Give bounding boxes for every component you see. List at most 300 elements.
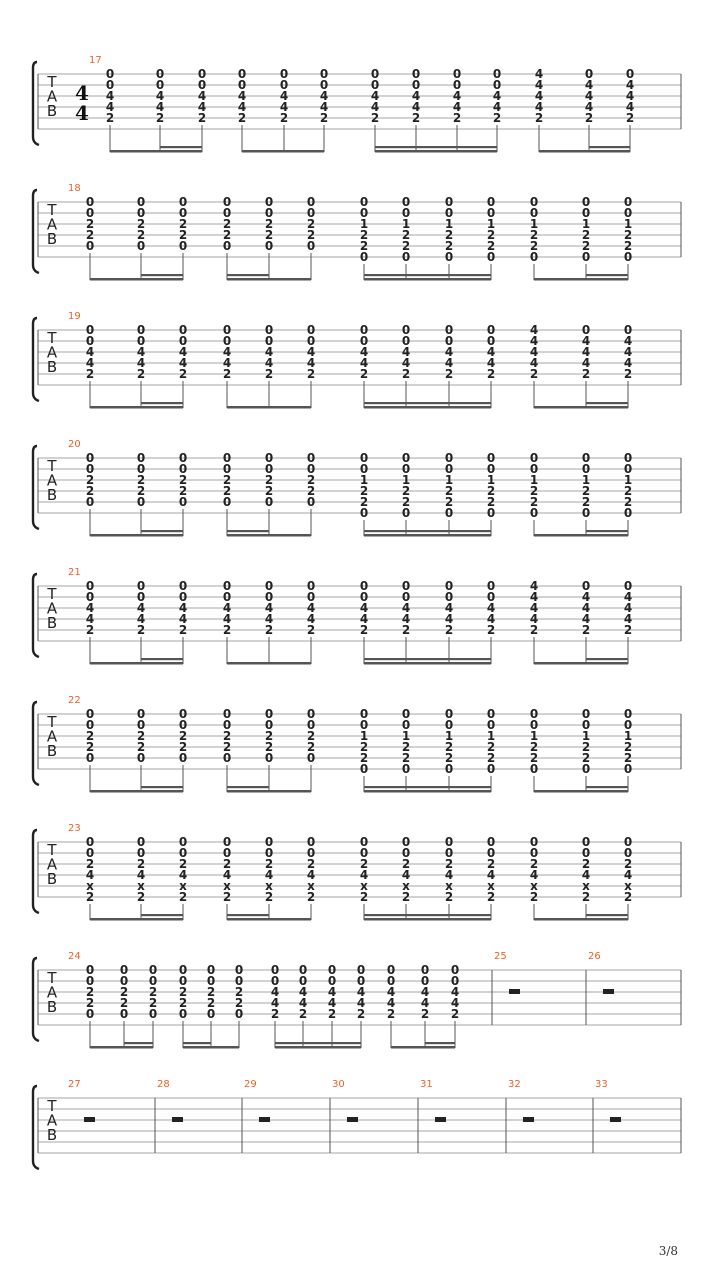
measure-number: 26 (588, 951, 601, 962)
beam-secondary (589, 146, 630, 148)
fret-number: 4 (264, 356, 274, 370)
fret-number: 0 (306, 590, 316, 604)
fret-number: 4 (327, 996, 337, 1010)
fret-number: 2 (85, 996, 95, 1010)
fret-number: 4 (306, 612, 316, 626)
fret-number: 0 (444, 323, 454, 337)
fret-number: 2 (581, 239, 591, 253)
fret-number: 2 (581, 740, 591, 754)
fret-number: 0 (306, 495, 316, 509)
fret-number: 4 (625, 78, 635, 92)
fret-number: 0 (178, 590, 188, 604)
fret-number: 2 (411, 111, 421, 125)
fret-number: 2 (386, 1007, 396, 1021)
fret-number: 4 (85, 612, 95, 626)
fret-number: 4 (486, 345, 496, 359)
tab-clef-letter: B (46, 358, 58, 376)
fret-number: 2 (136, 473, 146, 487)
fret-number: 2 (623, 751, 633, 765)
beam-secondary (303, 1042, 332, 1044)
fret-number: 2 (306, 228, 316, 242)
fret-number: 4 (486, 612, 496, 626)
fret-number: 2 (206, 996, 216, 1010)
fret-number: 0 (178, 462, 188, 476)
fret-number: 4 (370, 100, 380, 114)
fret-number: 2 (486, 751, 496, 765)
fret-number: 0 (401, 579, 411, 593)
fret-number: 4 (529, 612, 539, 626)
fret-number: 2 (306, 890, 316, 904)
fret-number: 2 (444, 239, 454, 253)
beam-secondary (449, 402, 491, 404)
fret-number: 0 (420, 963, 430, 977)
fret-number: 0 (529, 835, 539, 849)
fret-number: 2 (178, 217, 188, 231)
fret-number: 2 (359, 890, 369, 904)
fret-number: 2 (529, 484, 539, 498)
whole-rest (603, 989, 614, 994)
tab-clef-letter: T (47, 457, 57, 475)
fret-number: 0 (359, 762, 369, 776)
fret-number: 2 (270, 1007, 280, 1021)
beam-primary (90, 534, 183, 537)
fret-number: 2 (529, 740, 539, 754)
fret-number: 1 (529, 729, 539, 743)
fret-number: 0 (359, 462, 369, 476)
fret-number: 4 (306, 868, 316, 882)
fret-number: 0 (356, 963, 366, 977)
fret-number: 0 (486, 718, 496, 732)
fret-number: 0 (264, 451, 274, 465)
fret-number: 4 (534, 89, 544, 103)
fret-number: 0 (386, 963, 396, 977)
fret-number: 4 (529, 590, 539, 604)
fret-number: 0 (206, 974, 216, 988)
beam-primary (375, 150, 497, 153)
beam-primary (534, 534, 628, 537)
fret-number: 2 (178, 857, 188, 871)
fret-number: 0 (327, 974, 337, 988)
fret-number: 2 (581, 623, 591, 637)
fret-number: 0 (401, 835, 411, 849)
measure-number: 32 (508, 1079, 521, 1090)
fret-number: 0 (444, 846, 454, 860)
fret-number: 0 (529, 462, 539, 476)
fret-number: 4 (279, 100, 289, 114)
fret-number: 4 (359, 345, 369, 359)
fret-number: 0 (319, 67, 329, 81)
fret-number: 0 (486, 195, 496, 209)
fret-number: 0 (356, 974, 366, 988)
fret-number: 0 (486, 590, 496, 604)
fret-number: 0 (529, 250, 539, 264)
fret-number: 2 (298, 1007, 308, 1021)
fret-number: 0 (148, 974, 158, 988)
fret-number: 0 (178, 323, 188, 337)
fret-number: 2 (370, 111, 380, 125)
fret-number: 2 (85, 740, 95, 754)
fret-number: 2 (136, 740, 146, 754)
fret-number: 0 (136, 462, 146, 476)
fret-number: 4 (529, 356, 539, 370)
fret-number: 2 (444, 740, 454, 754)
fret-number: 4 (386, 996, 396, 1010)
fret-number: 2 (486, 890, 496, 904)
fret-number: 0 (401, 846, 411, 860)
time-signature-numerator: 4 (75, 81, 89, 105)
fret-number: 2 (85, 623, 95, 637)
fret-number: 1 (444, 217, 454, 231)
fret-number: 2 (581, 495, 591, 509)
fret-number: 2 (85, 857, 95, 871)
fret-number: 0 (178, 239, 188, 253)
fret-number: 4 (359, 868, 369, 882)
fret-number: 4 (581, 612, 591, 626)
measure-number: 22 (68, 695, 81, 706)
fret-number: 2 (119, 996, 129, 1010)
fret-number: 2 (178, 484, 188, 498)
fret-number: 2 (401, 740, 411, 754)
fret-number: 0 (119, 974, 129, 988)
fret-number: 0 (178, 751, 188, 765)
fret-number: 4 (136, 356, 146, 370)
measure-number: 30 (332, 1079, 345, 1090)
fret-number: 0 (444, 506, 454, 520)
beam-primary (275, 1046, 361, 1049)
fret-number: 0 (623, 762, 633, 776)
fret-number: 4 (356, 996, 366, 1010)
fret-number: 0 (401, 451, 411, 465)
fret-number: 0 (401, 250, 411, 264)
fret-number: 0 (581, 718, 591, 732)
measure-number: 29 (244, 1079, 257, 1090)
fret-number: 0 (581, 762, 591, 776)
fret-number: x (223, 879, 231, 893)
whole-rest (84, 1117, 95, 1122)
fret-number: 2 (623, 239, 633, 253)
fret-number: 0 (452, 78, 462, 92)
fret-number: 2 (581, 367, 591, 381)
fret-number: 1 (623, 729, 633, 743)
fret-number: 0 (370, 78, 380, 92)
fret-number: 2 (264, 890, 274, 904)
fret-number: 2 (148, 996, 158, 1010)
fret-number: 0 (178, 718, 188, 732)
fret-number: 0 (85, 974, 95, 988)
fret-number: 2 (306, 367, 316, 381)
fret-number: 0 (178, 974, 188, 988)
fret-number: 4 (452, 89, 462, 103)
fret-number: 4 (178, 601, 188, 615)
fret-number: 4 (359, 601, 369, 615)
fret-number: 4 (136, 601, 146, 615)
beam-secondary (586, 402, 628, 404)
fret-number: 0 (401, 762, 411, 776)
fret-number: 4 (178, 345, 188, 359)
fret-number: 4 (420, 996, 430, 1010)
fret-number: 2 (401, 367, 411, 381)
fret-number: 0 (411, 67, 421, 81)
whole-rest (435, 1117, 446, 1122)
tab-clef-letter: A (46, 1111, 58, 1130)
fret-number: x (137, 879, 145, 893)
fret-number: 2 (486, 239, 496, 253)
fret-number: 0 (206, 963, 216, 977)
fret-number: 0 (222, 323, 232, 337)
fret-number: 2 (444, 367, 454, 381)
fret-number: 2 (306, 217, 316, 231)
fret-number: 0 (581, 451, 591, 465)
tab-clef-letter: T (47, 1097, 57, 1115)
fret-number: 0 (584, 67, 594, 81)
fret-number: 2 (444, 228, 454, 242)
fret-number: 0 (623, 206, 633, 220)
fret-number: 4 (623, 612, 633, 626)
fret-number: 4 (444, 868, 454, 882)
fret-number: 0 (264, 718, 274, 732)
fret-number: 2 (581, 484, 591, 498)
fret-number: 4 (105, 100, 115, 114)
fret-number: 4 (264, 345, 274, 359)
beam-secondary (586, 274, 628, 276)
fret-number: 0 (444, 250, 454, 264)
fret-number: 4 (529, 601, 539, 615)
tab-clef-letter: B (46, 998, 58, 1016)
fret-number: 2 (450, 1007, 460, 1021)
fret-number: 0 (85, 195, 95, 209)
fret-number: 2 (529, 751, 539, 765)
page-number: 3/8 (658, 1244, 678, 1258)
fret-number: 0 (306, 707, 316, 721)
fret-number: 0 (306, 751, 316, 765)
fret-number: 2 (623, 857, 633, 871)
fret-number: 2 (581, 751, 591, 765)
fret-number: 2 (264, 217, 274, 231)
fret-number: 0 (85, 1007, 95, 1021)
beam-secondary (449, 914, 491, 916)
beam-secondary (227, 914, 269, 916)
beam-primary (90, 662, 183, 665)
fret-number: 4 (306, 345, 316, 359)
fret-number: 4 (356, 985, 366, 999)
fret-number: 2 (178, 367, 188, 381)
fret-number: 0 (85, 751, 95, 765)
fret-number: 0 (450, 963, 460, 977)
fret-number: 0 (401, 334, 411, 348)
beam-primary (364, 534, 491, 537)
fret-number: 0 (148, 963, 158, 977)
fret-number: 2 (356, 1007, 366, 1021)
measure-number: 21 (68, 567, 81, 578)
beam-secondary (375, 146, 416, 148)
fret-number: 0 (625, 67, 635, 81)
beam-secondary (449, 786, 491, 788)
fret-number: 4 (222, 601, 232, 615)
fret-number: 0 (264, 323, 274, 337)
fret-number: 2 (85, 484, 95, 498)
fret-number: 2 (359, 484, 369, 498)
fret-number: 0 (623, 707, 633, 721)
beam-secondary (141, 914, 183, 916)
fret-number: 2 (359, 751, 369, 765)
fret-number: 4 (411, 100, 421, 114)
fret-number: 2 (197, 111, 207, 125)
fret-number: 2 (222, 473, 232, 487)
fret-number: 0 (386, 974, 396, 988)
fret-number: 1 (581, 729, 591, 743)
fret-number: 2 (327, 1007, 337, 1021)
tab-clef-letter: T (47, 73, 57, 91)
fret-number: 0 (105, 78, 115, 92)
fret-number: 0 (234, 1007, 244, 1021)
tab-clef-letter: A (46, 855, 58, 874)
fret-number: 4 (197, 89, 207, 103)
fret-number: 0 (136, 718, 146, 732)
fret-number: 4 (529, 323, 539, 337)
fret-number: 0 (136, 451, 146, 465)
fret-number: x (445, 879, 453, 893)
tab-clef-letter: B (46, 614, 58, 632)
fret-number: 2 (222, 217, 232, 231)
measure-number: 20 (68, 439, 81, 450)
fret-number: 0 (222, 579, 232, 593)
beam-primary (227, 790, 311, 793)
fret-number: 2 (178, 228, 188, 242)
fret-number: 2 (264, 740, 274, 754)
fret-number: 0 (529, 195, 539, 209)
fret-number: 4 (529, 345, 539, 359)
beam-secondary (586, 530, 628, 532)
tab-clef-letter: B (46, 230, 58, 248)
fret-number: 0 (178, 1007, 188, 1021)
fret-number: 4 (623, 868, 633, 882)
tab-clef-letter: T (47, 201, 57, 219)
tab-clef-letter: A (46, 471, 58, 490)
fret-number: x (530, 879, 538, 893)
fret-number: 4 (136, 345, 146, 359)
fret-number: 2 (85, 228, 95, 242)
fret-number: 0 (85, 495, 95, 509)
fret-number: 0 (85, 206, 95, 220)
beam-secondary (449, 658, 491, 660)
fret-number: 4 (450, 996, 460, 1010)
measure-number: 23 (68, 823, 81, 834)
fret-number: 2 (581, 857, 591, 871)
fret-number: 2 (486, 495, 496, 509)
fret-number: 0 (319, 78, 329, 92)
fret-number: 0 (279, 67, 289, 81)
fret-number: 0 (306, 239, 316, 253)
tab-clef-letter: B (46, 742, 58, 760)
fret-number: 4 (581, 334, 591, 348)
fret-number: x (624, 879, 632, 893)
fret-number: 0 (529, 846, 539, 860)
fret-number: 4 (401, 868, 411, 882)
fret-number: 2 (625, 111, 635, 125)
fret-number: 2 (178, 985, 188, 999)
fret-number: 0 (298, 974, 308, 988)
fret-number: 2 (581, 890, 591, 904)
fret-number: 4 (85, 868, 95, 882)
fret-number: 4 (237, 89, 247, 103)
fret-number: 0 (486, 506, 496, 520)
fret-number: 2 (420, 1007, 430, 1021)
measure-number: 25 (494, 951, 507, 962)
beam-secondary (364, 786, 406, 788)
fret-number: 0 (486, 323, 496, 337)
fret-number: 2 (306, 623, 316, 637)
fret-number: 0 (529, 707, 539, 721)
fret-number: 2 (584, 111, 594, 125)
fret-number: 0 (222, 334, 232, 348)
fret-number: 4 (136, 612, 146, 626)
fret-number: 2 (486, 857, 496, 871)
fret-number: 4 (401, 356, 411, 370)
fret-number: 4 (319, 89, 329, 103)
tab-clef-letter: A (46, 599, 58, 618)
fret-number: 2 (279, 111, 289, 125)
fret-number: 2 (529, 228, 539, 242)
fret-number: 4 (444, 356, 454, 370)
beam-primary (90, 918, 183, 921)
fret-number: 0 (178, 963, 188, 977)
fret-number: 0 (178, 495, 188, 509)
fret-number: 2 (264, 473, 274, 487)
fret-number: 4 (359, 356, 369, 370)
fret-number: 1 (623, 217, 633, 231)
fret-number: 1 (581, 217, 591, 231)
fret-number: 1 (401, 729, 411, 743)
fret-number: 2 (136, 623, 146, 637)
beam-secondary (416, 146, 457, 148)
beam-secondary (364, 914, 406, 916)
beam-secondary (406, 786, 449, 788)
fret-number: 4 (584, 89, 594, 103)
fret-number: 0 (222, 590, 232, 604)
beam-secondary (227, 274, 269, 276)
fret-number: 4 (178, 356, 188, 370)
fret-number: 4 (85, 601, 95, 615)
fret-number: 0 (486, 579, 496, 593)
fret-number: 0 (486, 334, 496, 348)
fret-number: 0 (359, 506, 369, 520)
beam-secondary (457, 146, 497, 148)
fret-number: 2 (444, 495, 454, 509)
fret-number: 4 (581, 356, 591, 370)
fret-number: 0 (450, 974, 460, 988)
fret-number: 0 (306, 451, 316, 465)
fret-number: 4 (105, 89, 115, 103)
fret-number: 0 (222, 718, 232, 732)
beam-primary (364, 918, 491, 921)
beam-primary (110, 150, 202, 153)
beam-primary (227, 534, 311, 537)
fret-number: 1 (359, 217, 369, 231)
fret-number: 0 (486, 206, 496, 220)
fret-number: 0 (411, 78, 421, 92)
fret-number: 0 (270, 974, 280, 988)
fret-number: 2 (401, 484, 411, 498)
fret-number: 0 (105, 67, 115, 81)
fret-number: 0 (306, 718, 316, 732)
fret-number: x (487, 879, 495, 893)
fret-number: 4 (178, 868, 188, 882)
fret-number: 1 (359, 473, 369, 487)
fret-number: 4 (625, 100, 635, 114)
fret-number: 0 (178, 707, 188, 721)
fret-number: 0 (359, 334, 369, 348)
fret-number: 2 (136, 484, 146, 498)
